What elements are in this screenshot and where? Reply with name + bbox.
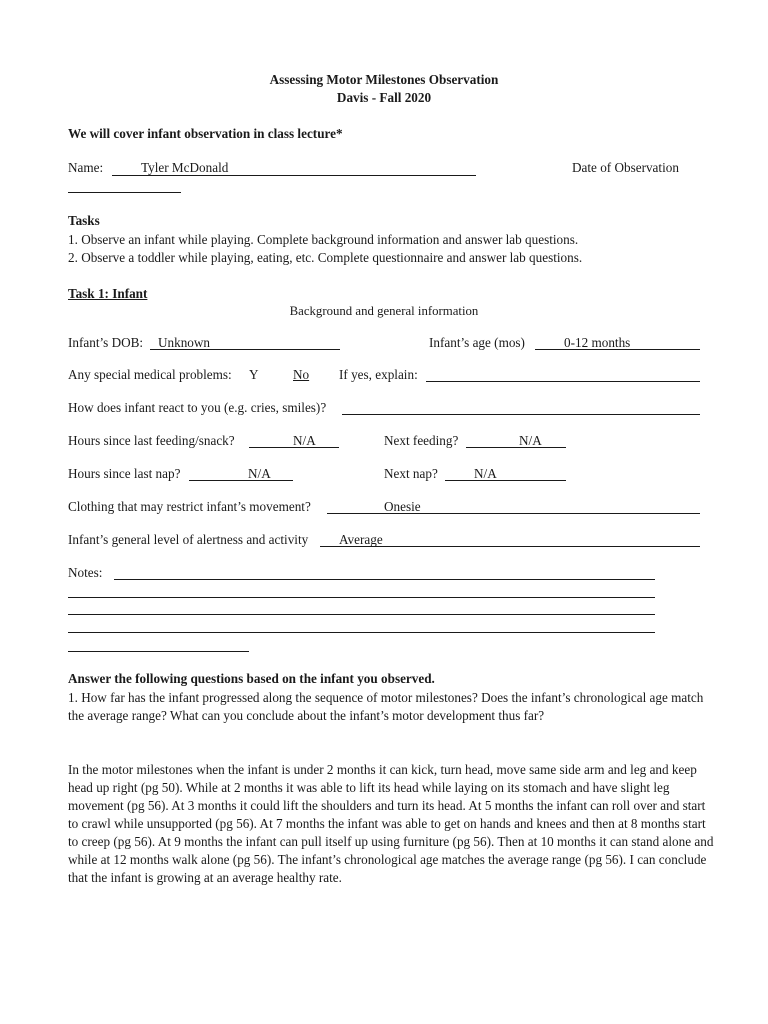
medical-problems-label: Any special medical problems: <box>68 367 232 382</box>
clothing-value: Onesie <box>384 499 421 514</box>
medical-no-option: No <box>293 367 310 382</box>
notes-line <box>68 651 249 652</box>
react-label: How does infant react to you (e.g. cries, smiles)? <box>68 400 327 415</box>
dob-value: Unknown <box>158 335 211 350</box>
task-item: 1. Observe an infant while playing. Complete background information and answer lab questions. <box>68 232 579 247</box>
notes-line <box>68 632 655 633</box>
dob-label: Infant’s DOB: <box>68 335 144 350</box>
document-title: Assessing Motor Milestones Observation <box>269 72 499 87</box>
question-1: 1. How far has the infant progressed along the sequence of motor milestones? Does the infant’s chronological age match the average range? What can you conclude about the infant’s motor development thus far? <box>68 690 704 723</box>
notes-line <box>68 614 655 615</box>
medical-yes-option: Y <box>249 367 259 382</box>
name-label: Name: <box>68 160 104 175</box>
document-subtitle: Davis - Fall 2020 <box>336 90 432 105</box>
next-nap-value: N/A <box>474 466 497 481</box>
date-of-observation-label: Date of Observation <box>572 160 679 175</box>
next-nap-label: Next nap? <box>384 466 438 481</box>
explain-label: If yes, explain: <box>339 367 418 382</box>
clothing-label: Clothing that may restrict infant’s movement? <box>68 499 311 514</box>
section-title: Background and general information <box>289 304 479 318</box>
date-field-line <box>68 192 181 193</box>
age-label: Infant’s age (mos) <box>429 335 525 350</box>
clothing-field-line <box>327 513 700 514</box>
next-feeding-value: N/A <box>519 433 542 448</box>
next-nap-field-line <box>445 480 566 481</box>
alertness-value: Average <box>339 532 383 547</box>
react-field-line <box>342 414 700 415</box>
questions-heading: Answer the following questions based on the infant you observed. <box>68 671 435 686</box>
feeding-value: N/A <box>293 433 316 448</box>
explain-field-line <box>426 381 700 382</box>
alertness-label: Infant’s general level of alertness and activity <box>68 532 309 547</box>
age-value: 0-12 months <box>564 335 631 350</box>
task-item: 2. Observe a toddler while playing, eating, etc. Complete questionnaire and answer lab questions. <box>68 250 583 265</box>
name-value: Tyler McDonald <box>141 160 229 175</box>
nap-value: N/A <box>248 466 271 481</box>
tasks-heading: Tasks <box>68 213 100 228</box>
answer-1: In the motor milestones when the infant is under 2 months it can kick, turn head, move same side arm and leg and keep head up right (pg 50). While at 2 months it was able to lift its head while laying on its stomach and have slight leg movement (pg 56). At 3 months it could lift the shoulders and turn its head. At 5 months the infant can roll over and start to crawl while unsupported (pg 56). At 7 months the infant was able to get on hands and knees and then at 8 months start to creep (pg 56). At 9 months the infant can pull itself up using furniture (pg 56). Then at 10 months it can stand alone and while at 12 months walk alone (pg 56). The infant’s chronological age matches the average range (pg 56). I can conclude that the infant is growing at an average healthy rate. <box>68 762 714 885</box>
notes-line <box>68 597 655 598</box>
nap-label: Hours since last nap? <box>68 466 181 481</box>
notes-label: Notes: <box>68 565 103 580</box>
class-lecture-notice: We will cover infant observation in class lecture* <box>68 126 343 141</box>
notes-line <box>114 579 655 580</box>
feeding-label: Hours since last feeding/snack? <box>68 433 235 448</box>
task1-heading: Task 1: Infant <box>68 286 148 301</box>
next-feeding-field-line <box>466 447 566 448</box>
nap-field-line <box>189 480 293 481</box>
next-feeding-label: Next feeding? <box>384 433 459 448</box>
